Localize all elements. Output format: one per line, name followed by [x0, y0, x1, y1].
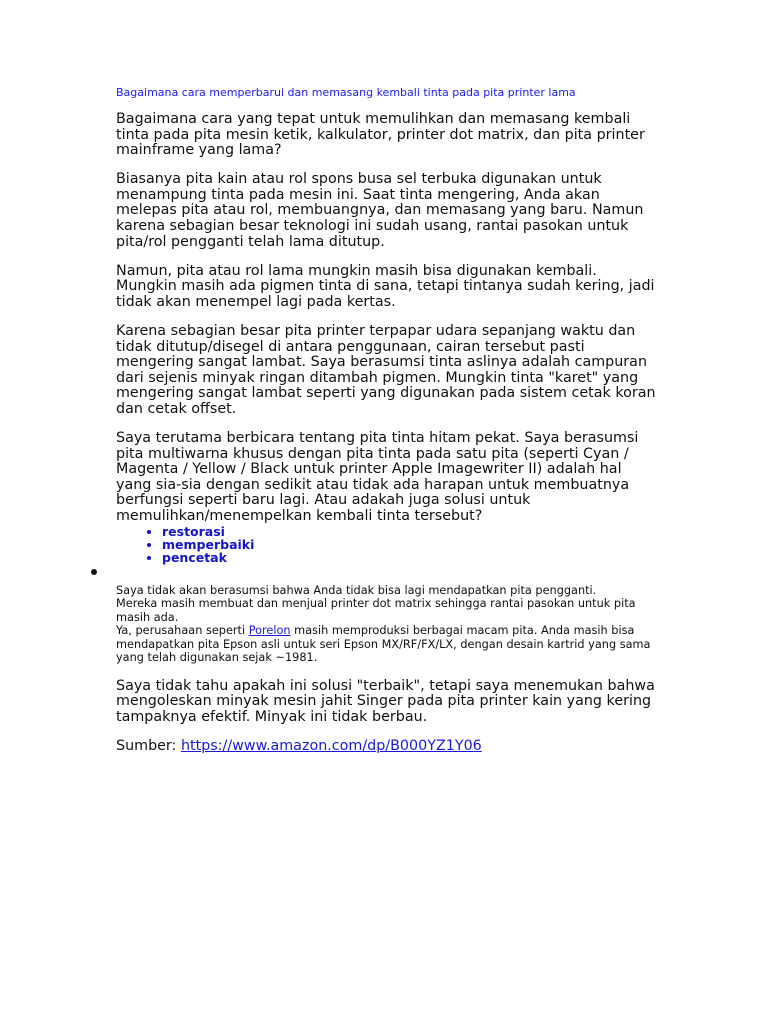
answer-text: masih memproduksi berbagai macam pita. Anda masih bisa mendapatkan pita Epson asli untuk seri Epson MX/RF/FX/LX, dengan desain kartrid yang sama yang telah digunakan sejak ~1981.: [116, 624, 651, 665]
question-paragraph: Namun, pita atau rol lama mungkin masih bisa digunakan kembali. Mungkin masih ada pigmen tinta di sana, tetapi tintanya sudah kering, jadi tidak akan menempel lagi pada kertas.: [116, 262, 655, 310]
source-link[interactable]: https://www.amazon.com/dp/B000YZ1Y06: [180, 738, 482, 755]
answer-text: Ya, perusahaan seperti: [116, 624, 249, 638]
tag-restorasi[interactable]: • restorasi: [162, 525, 656, 538]
question-paragraph: Saya terutama berbicara tentang pita tinta hitam pekat. Saya berasumsi pita multiwarna khusus dengan pita tinta pada satu pita (seperti Cyan / Magenta / Yellow / Black untuk printer Apple Imagewriter II) adalah hal yang sia-sia dengan sedikit atau tidak ada harapan untuk membuatnya berfungsi seperti baru lagi. Atau adakah juga solusi untuk memulihkan/menempelkan kembali tinta tersebut?: [116, 430, 639, 525]
source-label: Sumber:: [116, 738, 181, 755]
question-paragraph: Karena sebagian besar pita printer terpapar udara sepanjang waktu dan tidak ditutup/disegel di antara penggunaan, cairan tersebut pasti mengering sangat lambat. Saya berasumsi tinta aslinya adalah campuran dari sejenis minyak ringan ditambah pigmen. Mungkin tinta "karet" yang mengering sangat lambat seperti yang digunakan pada sistem cetak koran dan cetak offset.: [116, 323, 656, 417]
porelon-link[interactable]: Porelon: [248, 624, 291, 638]
answer-block: [116, 584, 656, 665]
answer-line: [116, 624, 656, 665]
tag-list: [116, 525, 656, 565]
tag-pencetak[interactable]: • pencetak: [162, 551, 656, 564]
source-line: [116, 739, 656, 755]
answer-line: Saya tidak akan berasumsi bahwa Anda tidak bisa lagi mendapatkan pita pengganti.: [116, 583, 597, 597]
answer-line: Mereka masih membuat dan menjual printer dot matrix sehingga rantai pasokan untuk pita masih ada.: [116, 597, 636, 624]
question-paragraph: Biasanya pita kain atau rol spons busa sel terbuka digunakan untuk menampung tinta pada mesin ini. Saat tinta mengering, Anda akan melepas pita atau rol, membuangnya, dan memasang yang baru. Namun karena sebagian besar teknologi ini sudah usang, rantai pasokan untuk pita/rol pengganti telah lama ditutup.: [116, 171, 644, 250]
question-paragraph: Bagaimana cara yang tepat untuk memulihkan dan memasang kembali tinta pada pita mesin ketik, kalkulator, printer dot matrix, dan pita printer mainframe yang lama?: [116, 111, 645, 159]
solution-paragraph: Saya tidak tahu apakah ini solusi "terbaik", tetapi saya menemukan bahwa mengoleskan minyak mesin jahit Singer pada pita printer kain yang kering tampaknya efektif. Minyak ini tidak berbau.: [116, 677, 655, 726]
bullet-icon: [91, 569, 97, 575]
content-column: [116, 86, 656, 768]
tag-memperbaiki[interactable]: • memperbaiki: [162, 538, 656, 551]
page-title: Bagaimana cara memperbarui dan memasang kembali tinta pada pita printer lama: [116, 86, 576, 99]
